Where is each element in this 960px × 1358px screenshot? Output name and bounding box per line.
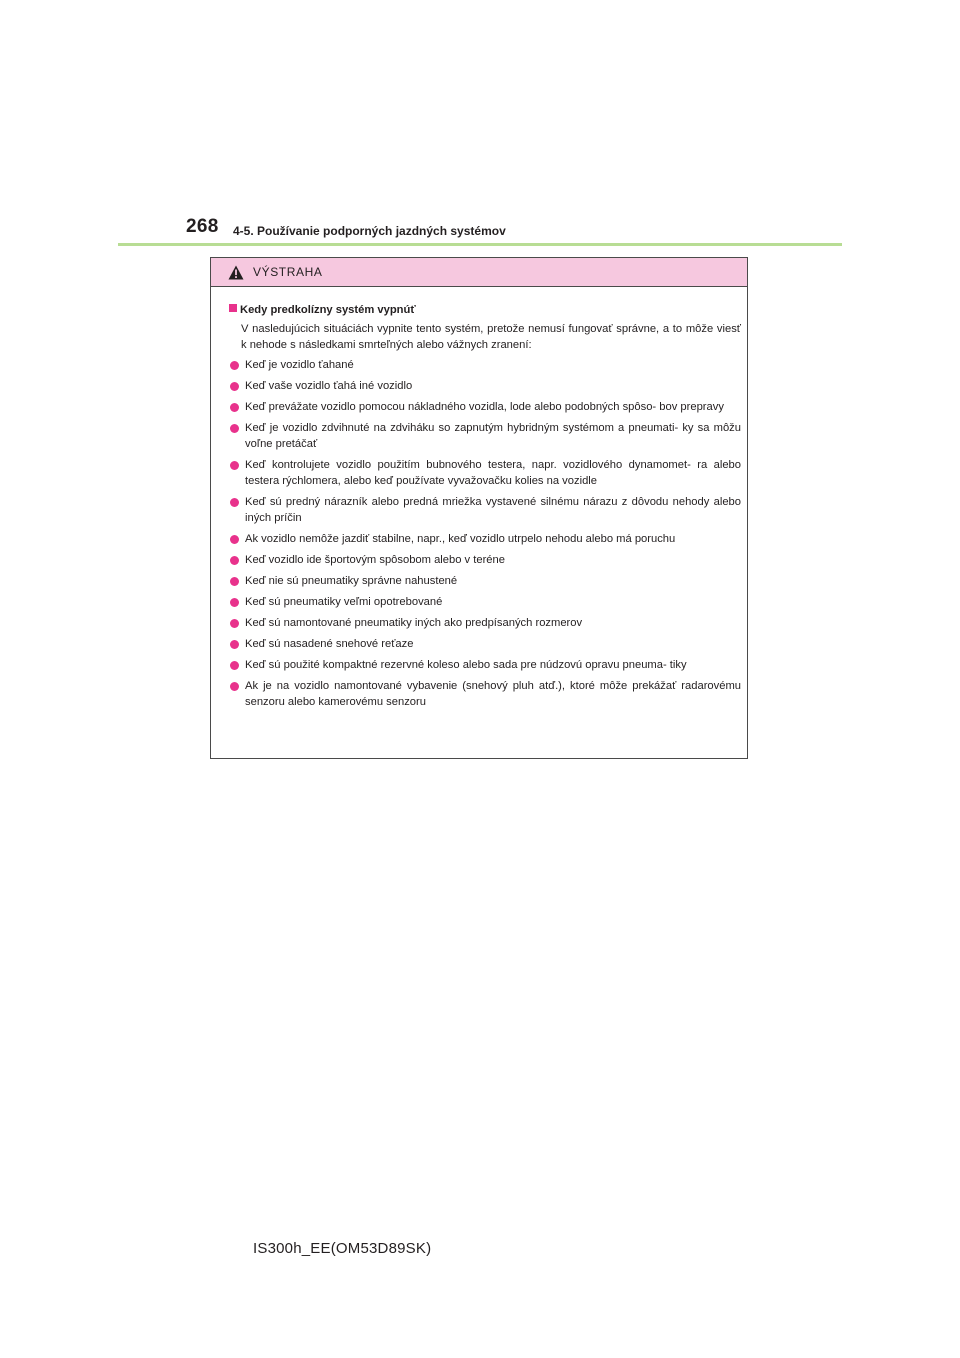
bullet-icon (230, 577, 239, 586)
bullet-icon (230, 619, 239, 628)
topic-heading-text: Kedy predkolízny systém vypnúť (240, 304, 416, 316)
list-item (229, 378, 741, 394)
list-item-text: Keď sú predný nárazník alebo predná mriežka vystavené silnému nárazu z dôvodu nehody alebo iných príčin (245, 496, 741, 524)
list-item-text: Keď vozidlo ide športovým spôsobom alebo v teréne (245, 554, 505, 566)
warning-body (211, 287, 747, 710)
list-item (229, 457, 741, 489)
list-item-text: Keď je vozidlo zdvihnuté na zdviháku so zapnutým hybridným systémom a pneumati- ky sa môžu voľne pretáčať (245, 422, 741, 450)
list-item (229, 420, 741, 452)
document-code: IS300h_EE(OM53D89SK) (253, 1240, 432, 1257)
bullet-icon (230, 598, 239, 607)
list-item-text: Keď sú pneumatiky veľmi opotrebované (245, 596, 443, 608)
list-item (229, 636, 741, 652)
bullet-icon (230, 424, 239, 433)
bullet-icon (230, 661, 239, 670)
bullet-icon (230, 535, 239, 544)
list-item-text: Keď nie sú pneumatiky správne nahustené (245, 575, 458, 587)
list-item-text: Keď sú namontované pneumatiky iných ako predpísaných rozmerov (245, 617, 583, 629)
list-item (229, 594, 741, 610)
list-item-text: Keď sú použité kompaktné rezervné koleso alebo sada pre núdzovú opravu pneuma- tiky (245, 659, 687, 671)
list-item-text: Keď prevážate vozidlo pomocou nákladného vozidla, lode alebo podobných spôso- bov prepravy (245, 401, 724, 413)
list-item-text: Keď je vozidlo ťahané (245, 359, 354, 371)
bullet-icon (230, 682, 239, 691)
warning-triangle-icon (228, 265, 244, 280)
list-item-text: Keď kontrolujete vozidlo použitím bubnového testera, napr. vozidlového dynamomet- ra alebo testera rýchlomera, alebo keď používate vyvažovačku kolies na vozidle (245, 459, 741, 487)
list-item-text: Ak je na vozidlo namontované vybavenie (snehový pluh atď.), ktoré môže prekážať radarovému senzoru alebo kamerovému senzoru (245, 680, 741, 708)
list-item (229, 678, 741, 710)
bullet-icon (230, 382, 239, 391)
bullet-icon (230, 640, 239, 649)
list-item (229, 399, 741, 415)
warning-header (211, 258, 747, 287)
list-item (229, 657, 741, 673)
bullet-icon (230, 498, 239, 507)
list-item-text: Keď sú nasadené snehové reťaze (245, 638, 414, 650)
warning-label: VÝSTRAHA (253, 265, 323, 279)
bullet-icon (230, 461, 239, 470)
list-item (229, 573, 741, 589)
list-item-text: Ak vozidlo nemôže jazdiť stabilne, napr., keď vozidlo utrpelo nehodu alebo má poruchu (245, 533, 676, 545)
warning-box (210, 257, 748, 759)
topic-heading (229, 302, 741, 318)
header-divider (118, 243, 842, 246)
bullet-icon (230, 556, 239, 565)
intro-paragraph: V nasledujúcich situáciách vypnite tento systém, pretože nemusí fungovať správne, a to môže viesť k nehode s následkami smrteľných alebo vážnych zranení: (241, 323, 741, 351)
list-item (229, 552, 741, 568)
warning-list (229, 357, 741, 710)
bullet-icon (230, 361, 239, 370)
list-item-text: Keď vaše vozidlo ťahá iné vozidlo (245, 380, 413, 392)
bullet-icon (230, 403, 239, 412)
page-number: 268 (186, 216, 219, 237)
list-item (229, 615, 741, 631)
list-item (229, 531, 741, 547)
section-title: 4-5. Používanie podporných jazdných systémov (233, 224, 506, 238)
list-item (229, 494, 741, 526)
square-bullet-icon (229, 304, 237, 312)
list-item (229, 357, 741, 373)
